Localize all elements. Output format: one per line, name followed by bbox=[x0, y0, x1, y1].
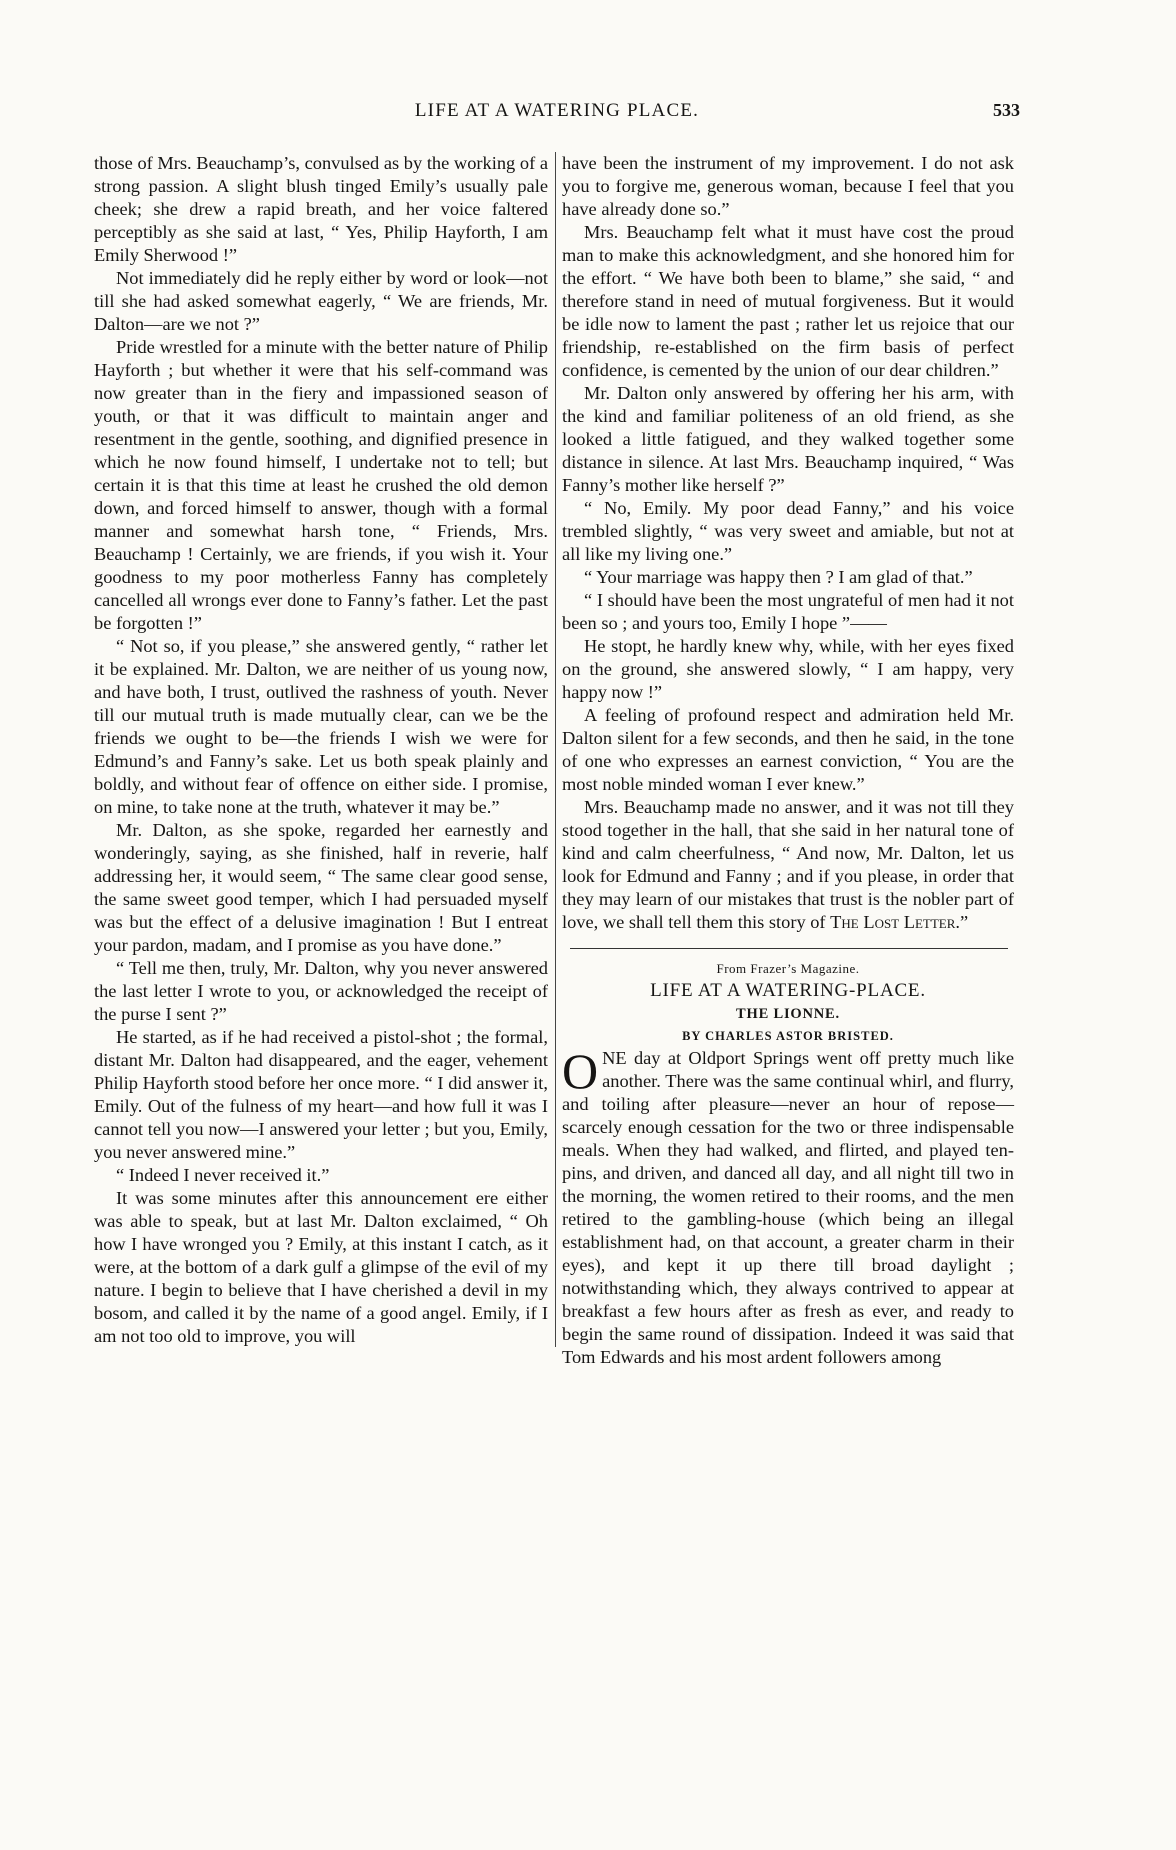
story-title: The Lost Letter bbox=[830, 912, 956, 932]
column-rule bbox=[555, 152, 556, 1347]
paragraph-text: Mrs. Beauchamp made no answer, and it was not till they stood together in the hall, that she said in her natural tone of kind and calm cheerfulness, “ And now, Mr. Dalton, let us look for Edmund and Fanny ; and if you please, in order that they may learn of our mistakes that trust is the nobler part of love, we shall tell them this story of bbox=[562, 797, 1014, 932]
paragraph: “ I should have been the most ungrateful of men had it not been so ; and yours too, Emily I hope ”—— bbox=[562, 590, 1014, 633]
paragraph: “ Tell me then, truly, Mr. Dalton, why you never answered the last letter I wrote to you, or acknowledged the receipt of the purse I sent ?” bbox=[94, 958, 548, 1024]
page-header bbox=[94, 100, 1020, 134]
paragraph: have been the instrument of my improvement. I do not ask you to forgive me, generous woman, because I feel that you have already done so.” bbox=[562, 153, 1014, 219]
article-title: LIFE AT A WATERING-PLACE. bbox=[650, 980, 926, 1001]
page-number: 533 bbox=[993, 100, 1020, 120]
paragraph: Mr. Dalton, as she spoke, regarded her earnestly and wonderingly, saying, as she finished, half in reverie, half addressing her, it would seem, “ The same clear good sense, the same sweet good temper, which I had persuaded myself was but the effect of a delusive imagination ! But I entreat your pardon, madam, and I promise as you have done.” bbox=[94, 820, 548, 955]
paragraph: Not immediately did he reply either by word or look—not till she had asked somewhat eagerly, “ We are friends, Mr. Dalton—are we not ?” bbox=[94, 268, 548, 334]
paragraph: “ Not so, if you please,” she answered gently, “ rather let it be explained. Mr. Dalton, we are neither of us young now, and have both, I trust, outlived the rashness of youth. Never till our mutual truth is made mutually clear, can we be the friends we ought to be—the friends I wish we were for Edmund’s and Fanny’s sake. Let us both speak plainly and boldly, and without fear of offence on either side. I promise, on mine, to take none at the truth, whatever it may be.” bbox=[94, 636, 548, 817]
paragraph: It was some minutes after this announcement ere either was able to speak, but at last Mr. Dalton exclaimed, “ Oh how I have wronged you ? Emily, at this instant I catch, as it were, at the bottom of a dark gulf a glimpse of the evil of my nature. I begin to believe that I have cherished a devil in my bosom, and called it by the name of a good angel. Emily, if I am not too old to improve, you will bbox=[94, 1188, 548, 1346]
paragraph-text: NE day at Oldport Springs went off pretty much like another. There was the same continual whirl, and flurry, and toiling after pleasure—never an hour of repose—scarcely enough cessation for the two or three indispensable meals. When they had walked, and flirted, and played ten-pins, and driven, and danced all day, and all night till two in the morning, the women retired to their rooms, and the men retired to the gambling-house (which being an illegal establishment had, on that account, a greater charm in their eyes), and kept it up there till broad daylight ; notwithstanding which, they always contrived to appear at breakfast a few hours after as fresh as ever, and ready to begin the same round of dissipation. Indeed it was said that Tom Edwards and his most ardent followers among bbox=[562, 1048, 1014, 1367]
section-divider bbox=[570, 948, 1008, 949]
paragraph: Mrs. Beauchamp felt what it must have cost the proud man to make this acknowledgment, and she honored him for the effort. “ We have both been to blame,” she said, “ and therefore stand in need of mutual forgiveness. But it would be idle now to lament the past ; rather let us rejoice that our friendship, re-established on the firm basis of perfect confidence, is cemented by the union of our dear children.” bbox=[562, 222, 1014, 380]
article-source: From Frazer’s Magazine. bbox=[716, 961, 860, 976]
article-first-paragraph bbox=[562, 1043, 1014, 1369]
paragraph: A feeling of profound respect and admiration held Mr. Dalton silent for a few seconds, and then he said, in the tone of one who expresses an earnest conviction, “ You are the most noble minded woman I ever knew.” bbox=[562, 705, 1014, 794]
paragraph: “ Your marriage was happy then ? I am glad of that.” bbox=[584, 567, 973, 587]
article-byline: BY CHARLES ASTOR BRISTED. bbox=[682, 1029, 894, 1043]
paragraph: “ Indeed I never received it.” bbox=[116, 1165, 330, 1185]
paragraph: Mr. Dalton only answered by offering her his arm, with the kind and familiar politeness of an old friend, as she looked a little fatigued, and they walked together some distance in silence. At last Mrs. Beauchamp inquired, “ Was Fanny’s mother like herself ?” bbox=[562, 383, 1014, 495]
paragraph: He stopt, he hardly knew why, while, with her eyes fixed on the ground, she answered slowly, “ I am happy, very happy now !” bbox=[562, 636, 1014, 702]
right-column bbox=[562, 152, 1014, 1369]
paragraph: those of Mrs. Beauchamp’s, convulsed as by the working of a strong passion. A slight blush tinged Emily’s usually pale cheek; she drew a rapid breath, and her voice faltered perceptibly as she said at last, “ Yes, Philip Hayforth, I am Emily Sherwood !” bbox=[94, 153, 548, 265]
paragraph: Pride wrestled for a minute with the better nature of Philip Hayforth ; but whether it were that his self-command was now greater than in the fiery and impassioned season of youth, or that it was difficult to maintain anger and resentment in the gentle, soothing, and dignified presence in which he now found himself, I undertake not to tell; but certain it is that this time at least he crushed the old demon down, and forced himself to answer, though with a formal manner and somewhat harsh tone, “ Friends, Mrs. Beauchamp ! Certainly, we are friends, if you wish it. Your goodness to my poor motherless Fanny has completely cancelled all wrongs ever done to Fanny’s father. Let the past be forgotten !” bbox=[94, 337, 548, 633]
drop-cap: O bbox=[562, 1043, 599, 1099]
paragraph: He started, as if he had received a pistol-shot ; the formal, distant Mr. Dalton had disappeared, and the eager, vehement Philip Hayforth stood before her once more. “ I did answer it, Emily. Out of the fulness of my heart—and how full it was I cannot tell you now—I answered your letter ; but you, Emily, you never answered mine.” bbox=[94, 1027, 548, 1162]
left-column bbox=[94, 152, 548, 1348]
final-paragraph bbox=[562, 796, 1014, 934]
paragraph: “ No, Emily. My poor dead Fanny,” and his voice trembled slightly, “ was very sweet and amiable, but not at all like my living one.” bbox=[562, 498, 1014, 564]
closing-punctuation: .” bbox=[955, 912, 969, 932]
running-title: LIFE AT A WATERING PLACE. bbox=[414, 100, 700, 121]
article-subtitle: THE LIONNE. bbox=[736, 1006, 840, 1022]
